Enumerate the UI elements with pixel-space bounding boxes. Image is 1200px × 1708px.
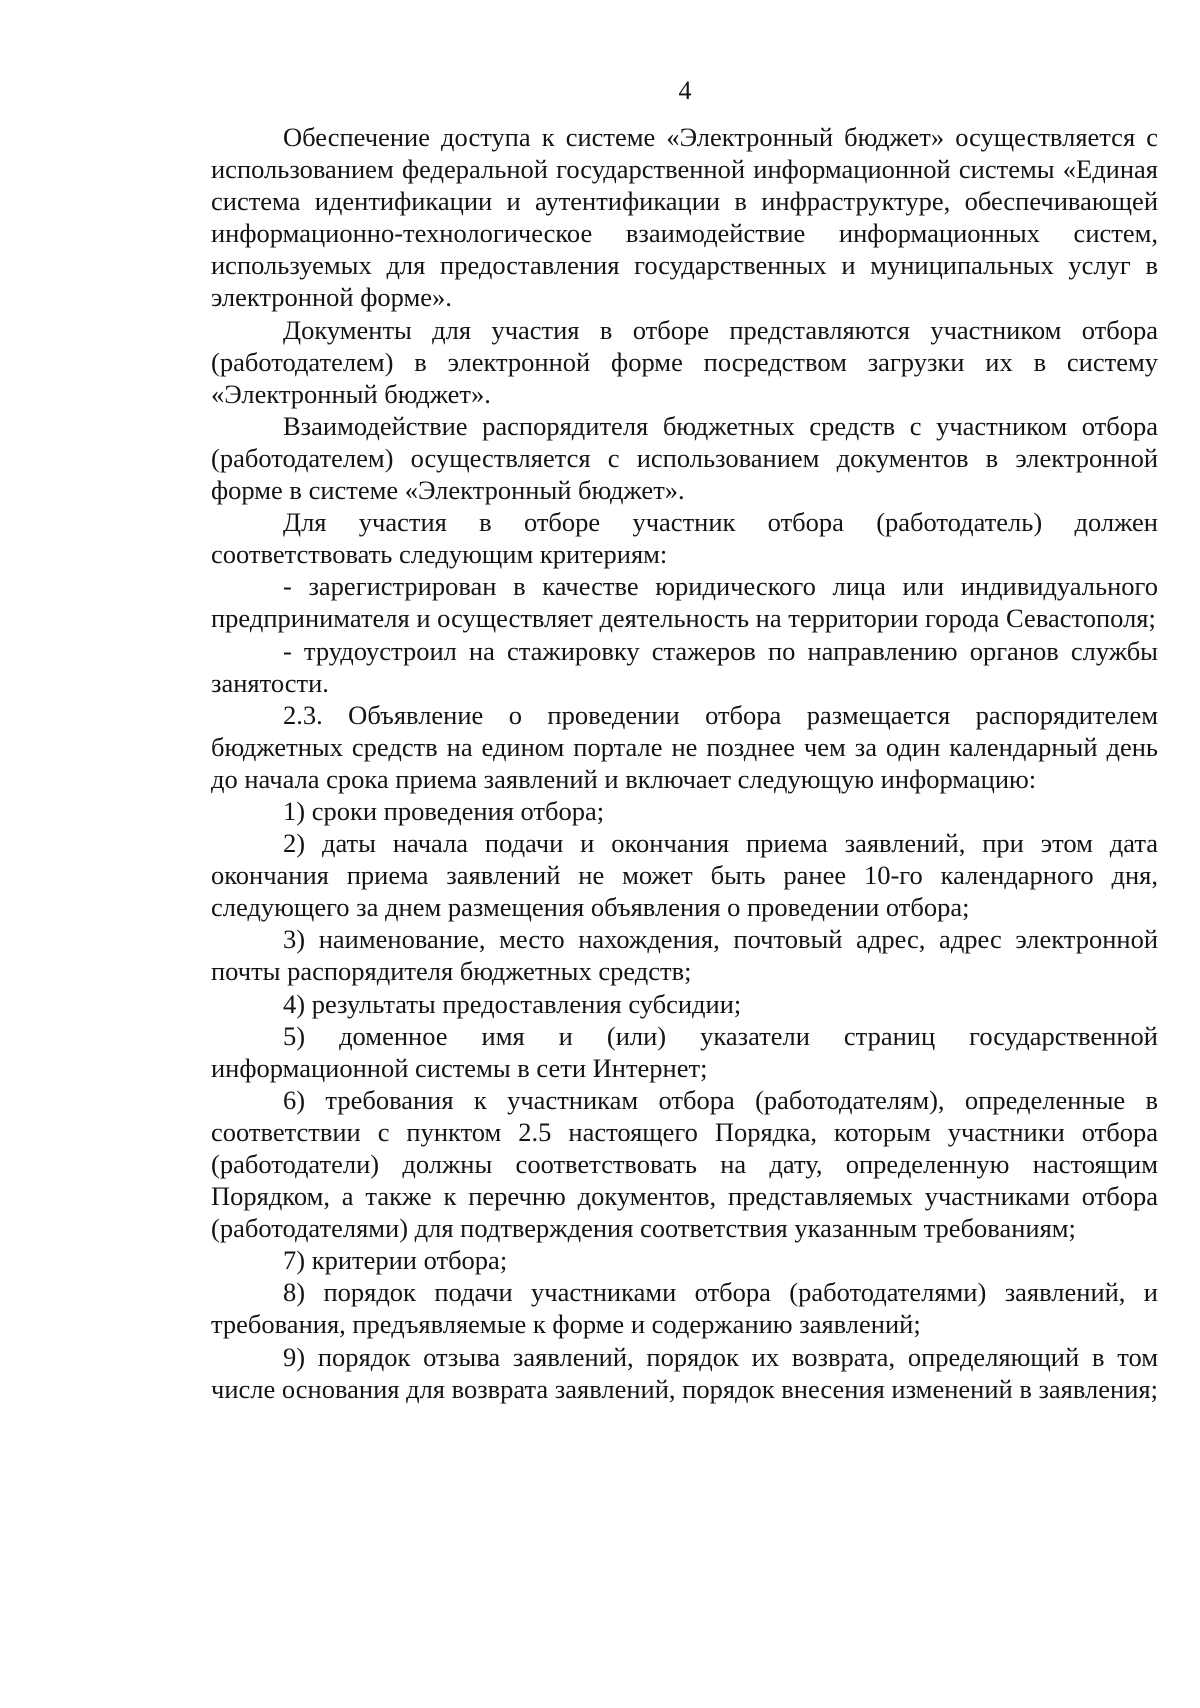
paragraph-criteria-intro: Для участия в отборе участник отбора (работодатель) должен соответствовать следующим критериям: (211, 507, 1158, 570)
list-item-8: 8) порядок подачи участниками отбора (работодателями) заявлений, и требования, предъявляемые к форме и содержанию заявлений; (211, 1277, 1158, 1340)
list-item-9: 9) порядок отзыва заявлений, порядок их возврата, определяющий в том числе основания для возврата заявлений, порядок внесения изменений в заявления; (211, 1341, 1158, 1404)
paragraph-documents-submission: Документы для участия в отборе представляются участником отбора (работодателем) в электронной форме посредством загрузки их в систему «Электронный бюджет». (211, 314, 1158, 409)
paragraph-criterion-registered: - зарегистрирован в качестве юридического лица или индивидуального предпринимателя и осуществляет деятельность на территории города Севастополя; (211, 571, 1158, 634)
paragraph-section-2-3: 2.3. Объявление о проведении отбора размещается распорядителем бюджетных средств на едином портале не позднее чем за один календарный день до начала срока приема заявлений и включает следующую информацию: (211, 699, 1158, 794)
list-item-3: 3) наименование, место нахождения, почтовый адрес, адрес электронной почты распорядителя бюджетных средств; (211, 924, 1158, 987)
paragraph-interaction: Взаимодействие распорядителя бюджетных средств с участником отбора (работодателем) осуществляется с использованием документов в электронной форме в системе «Электронный бюджет». (211, 410, 1158, 506)
list-item-2: 2) даты начала подачи и окончания приема заявлений, при этом дата окончания приема заявлений не может быть ранее 10-го календарного дня, следующего за днем размещения объявления о проведении отбора; (211, 828, 1158, 923)
list-item-4: 4) результаты предоставления субсидии; (283, 988, 742, 1019)
paragraph-esia-access: Обеспечение доступа к системе «Электронный бюджет» осуществляется с использованием федеральной государственной информационной системы «Единая система идентификации и аутентификации в инфраструктуре, обеспечивающей информационно-технологическое взаимодействие информационных систем, используемых для предоставления государственных и муниципальных услуг в электронной форме». (211, 122, 1158, 313)
paragraph-criterion-interns: - трудоустроил на стажировку стажеров по направлению органов службы занятости. (211, 635, 1158, 698)
list-item-7: 7) критерии отбора; (283, 1245, 508, 1276)
list-item-6: 6) требования к участникам отбора (работодателям), определенные в соответствии с пунктом 2.5 настоящего Порядка, которым участники отбора (работодатели) должны соответствовать на дату, определенную настоящим Порядком, а также к перечню документов, представляемых участниками отбора (работодателями) для подтверждения соответствия указанным требованиям; (211, 1084, 1158, 1244)
list-item-1: 1) сроки проведения отбора; (283, 795, 605, 826)
page-number: 4 (678, 76, 692, 105)
document-body (211, 121, 1158, 1405)
list-item-5: 5) доменное имя и (или) указатели страниц государственной информационной системы в сети Интернет; (211, 1020, 1158, 1083)
